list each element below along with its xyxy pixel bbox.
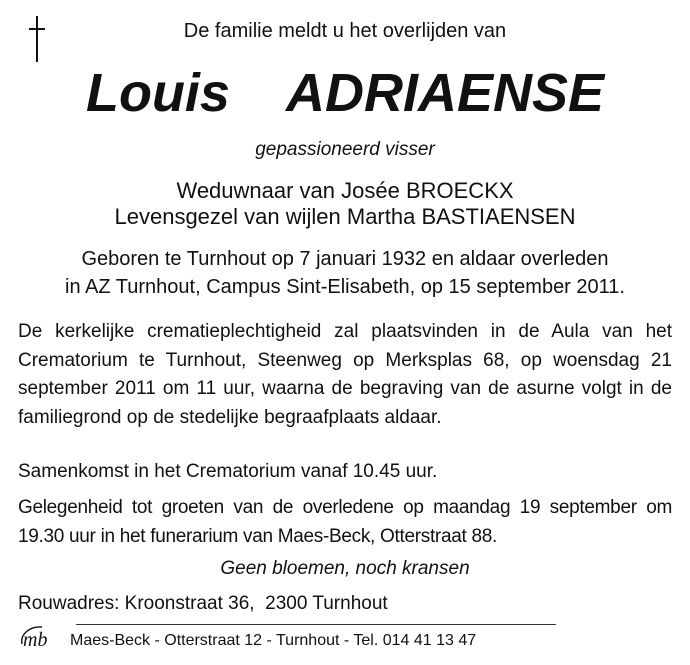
birth-line-2: in AZ Turnhout, Campus Sint-Elisabeth, op 15 september 2011. [65, 276, 625, 298]
partner-line: Levensgezel van wijlen Martha BASTIAENSEN [114, 204, 576, 229]
flowers-note: Geen bloemen, noch kransen [220, 558, 470, 579]
logo-text: mb [23, 629, 48, 651]
gathering-paragraph: Samenkomst in het Crematorium vanaf 10.45 uur. [18, 461, 438, 482]
family-relations [0, 178, 690, 230]
deceased-name: Louis ADRIAENSE [85, 63, 605, 123]
funeral-home-logo [16, 622, 60, 652]
ceremony-paragraph: De kerkelijke crematieplechtigheid zal plaatsvinden in de Aula van het Crematorium te Turnhout, Steenweg op Merksplas 68, op woensdag 21 september 2011 om 11 uur, waarna de begraving van de asurne volgt in de familiegrond op de stedelijke begraafplaats aldaar. [18, 321, 672, 428]
farewell-paragraph: Gelegenheid tot groeten van de overledene op maandag 19 september om 19.30 uur in het funerarium van Maes-Beck, Otterstraat 88. [18, 497, 672, 547]
birth-line-1: Geboren te Turnhout op 7 januari 1932 en aldaar overleden [81, 248, 609, 270]
occupation: gepassioneerd visser [255, 139, 435, 160]
birth-death-info [0, 245, 690, 301]
mourning-address: Rouwadres: Kroonstraat 36, 2300 Turnhout [18, 593, 388, 614]
funeral-home-footer: Maes-Beck - Otterstraat 12 - Turnhout - Tel. 014 41 13 47 [70, 632, 477, 649]
spouse-line: Weduwnaar van Josée BROECKX [176, 178, 514, 203]
intro-text: De familie meldt u het overlijden van [183, 20, 507, 42]
divider [76, 624, 556, 625]
